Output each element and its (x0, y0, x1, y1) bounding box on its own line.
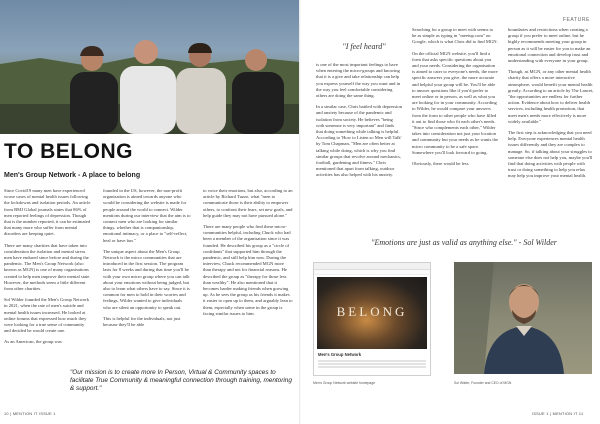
website-nav (314, 270, 430, 275)
footer-right: ISSUE 1 | MENTION IT 11 (532, 412, 584, 416)
left-column-1 (4, 188, 92, 351)
paragraph: There are many people who find these micro-communities helpful, including Chuck who had been a member of the organisation since it was founded. He described his group as a "circle of confidants" that supported him through the pandemic, and still help him now. During the interview, Chuck recommended MGN more than therapy and not for financial reasons. He described the group as "therapy for those less than wealthy". He also mentioned that it becomes harder making friends when growing up. As he sees the group as his friends it makes it easier to open up to them, and arguably lean to them, especially when some in the group is facing similar issues to him. (203, 224, 293, 316)
paragraph: This is helpful for the individuals, not just because they'll be able (103, 315, 181, 328)
section-label: FEATURE (562, 17, 590, 23)
men-group-photo (0, 0, 300, 134)
emotion-quote: "Emotions are just as valid as anything else." - Sol Wilder (371, 238, 557, 247)
right-column-3 (508, 27, 594, 185)
right-column-1 (316, 62, 402, 184)
paragraph: boundaries and restrictions when creating a group if you prefer to meet online, but he highly recommends meeting your group in person as it will be easier for you to make an emotional connection and develop trust and understanding with everyone in your group. (508, 27, 591, 64)
paragraph: The unique aspect about the Men's Group Network is the micro communities that are introduced in the first session. The program lasts for 8 weeks and during that time you'll be with your own micro group where you can talk about your emotions without being judged, but also to learn what others have to say. Since it is common for men to hold in their worries and feelings, Wilder wanted to give individuals who are silent an opportunity to speak out. (103, 248, 190, 310)
pull-quote: "Our mission is to create more In Person, Virtual & Community spaces to facilitate True Community & meaningful connection through training, mentoring & support." (70, 369, 292, 393)
website-text-lines (314, 360, 430, 368)
browser-bar (314, 263, 430, 270)
quote-heading: "I feel heard" (342, 42, 386, 51)
paragraph: In a similar case, Chris battled with depression and anxiety because of the pandemic and isolation from society. He believes "being with someone is very important" and finds that doing something while talking is helpful. According to 'How to Listen so Men will Talk' by Tom Chapman, "Men are often better at talking while doing, which is why you find similar groups that revolve around mechanics, football, gardening and fitness." Chris mentioned that apart from talking, outdoor activities has also helped with his anxiety. (316, 104, 402, 178)
hero-photo (0, 0, 300, 134)
page-gutter (299, 0, 301, 424)
paragraph: On the official MGN website, you'll find a form that asks specific questions about you and your needs. Considering the organisation is aimed to cater to everyone's needs, the more specific answers you give, the more accurate and helpful your group will be. You'll be able to answer questions like if you'd prefer to meet online or in person, as well as what you are looking for in your community. According to Wilder, he would compare your answers from the form to other people who have filled it out to find those who fit each other's needs. "Since who complements each other," Wilder takes into consideration not just your location and community but your needs as he wants the micro community to be a safe space. Somewhere you'll look forward to going. (412, 50, 498, 155)
website-screenshot (313, 262, 431, 376)
paragraph: Obviously, there would be less (412, 161, 469, 167)
website-hero-word: BELONG (336, 304, 408, 319)
caption-website: Men's Group Network website homepage (313, 381, 376, 385)
caption-founder: Sol Wilder, Founder and CEO of MGN (454, 381, 512, 385)
paragraph: The first step is acknowledging that you need help. Everyone experiences mental health issues differently and they are complex to manage. So, if talking about your struggles to someone else does not help you, maybe you'll find that doing activities with people with trust or doing something to help you relax may help you improve your mental health. (508, 130, 593, 179)
paragraph: Sol Wilder founded the Men's Group Network in 2021, when the rate of men's suicide and mental health issues increased. He looked at online forums that expressed how much they were looking for a true sense of community and decided he would create one. (4, 297, 90, 334)
footer-left: 10 | MENTION IT ISSUE 1 (4, 412, 56, 416)
right-column-2 (412, 27, 498, 172)
paragraph: is one of the most important feelings to have when entering the micro-groups and knowing that it is a give and take relationship can help you express yourself the way you want and in the way you feel comfortable considering others are doing the same thing. (316, 62, 401, 99)
left-column-3 (203, 188, 293, 322)
paragraph: As an American, the group was (4, 339, 62, 345)
article-title: TO BELONG (4, 140, 133, 163)
paragraph: founded in the US, however, the non-profit organisation is aimed towards anyone who would be considering the website is made for people around the world to connect. Wilder mentions during our interview that the aim is to connect men who are looking for similar things, whether that is companionship, emotional intimacy, or a place to "self-reflect, heal or have fun." (103, 188, 191, 243)
website-name: Men's Group Network (318, 352, 362, 357)
paragraph: There are many charities that have taken into consideration the isolation and mental stress men have endured since before and during the pandemic. The Men's Group Network (also known as MGN) is one of many organisations created to help men improve their mental state. However, the methods seem a little different from other charities. (4, 242, 91, 292)
paragraph: Since Covid19 many men have experienced worse cases of mental health issues following the lockdowns and isolation periods. An article from BMJ Global journals states that 86% of men reported feelings of depression. Though that is the number reported, it can be estimated that many more who suffer from mental disorders are keeping quiet. (4, 188, 91, 237)
founder-photo (454, 262, 592, 374)
website-hero-image (317, 277, 427, 349)
founder-portrait (454, 262, 592, 374)
left-column-2 (103, 188, 191, 333)
article-subtitle: Men's Group Network - A place to belong (4, 172, 141, 179)
paragraph: Though, as MGN, or any other mental health charity that offers a more interactive atmosphere, would benefit your mental health greatly. According to an article by The Lancet, "the opportunities are endless for further action. Evidence about how to deliver health services, including health promotion, that meet men's needs more effectively is more widely available." (508, 69, 594, 124)
paragraph: Searching for a group to meet with seems to be as simple as typing in "meetup.com" on Google, which is what Chris did to find MGN. (412, 27, 498, 45)
paragraph: to voice their emotions, but also, according to an article by Richard Tuzzo, what "men to communicate those is their ability to empower others, to confront their fears, set new goals, and help guide they may not have pursued alone." (203, 188, 293, 218)
